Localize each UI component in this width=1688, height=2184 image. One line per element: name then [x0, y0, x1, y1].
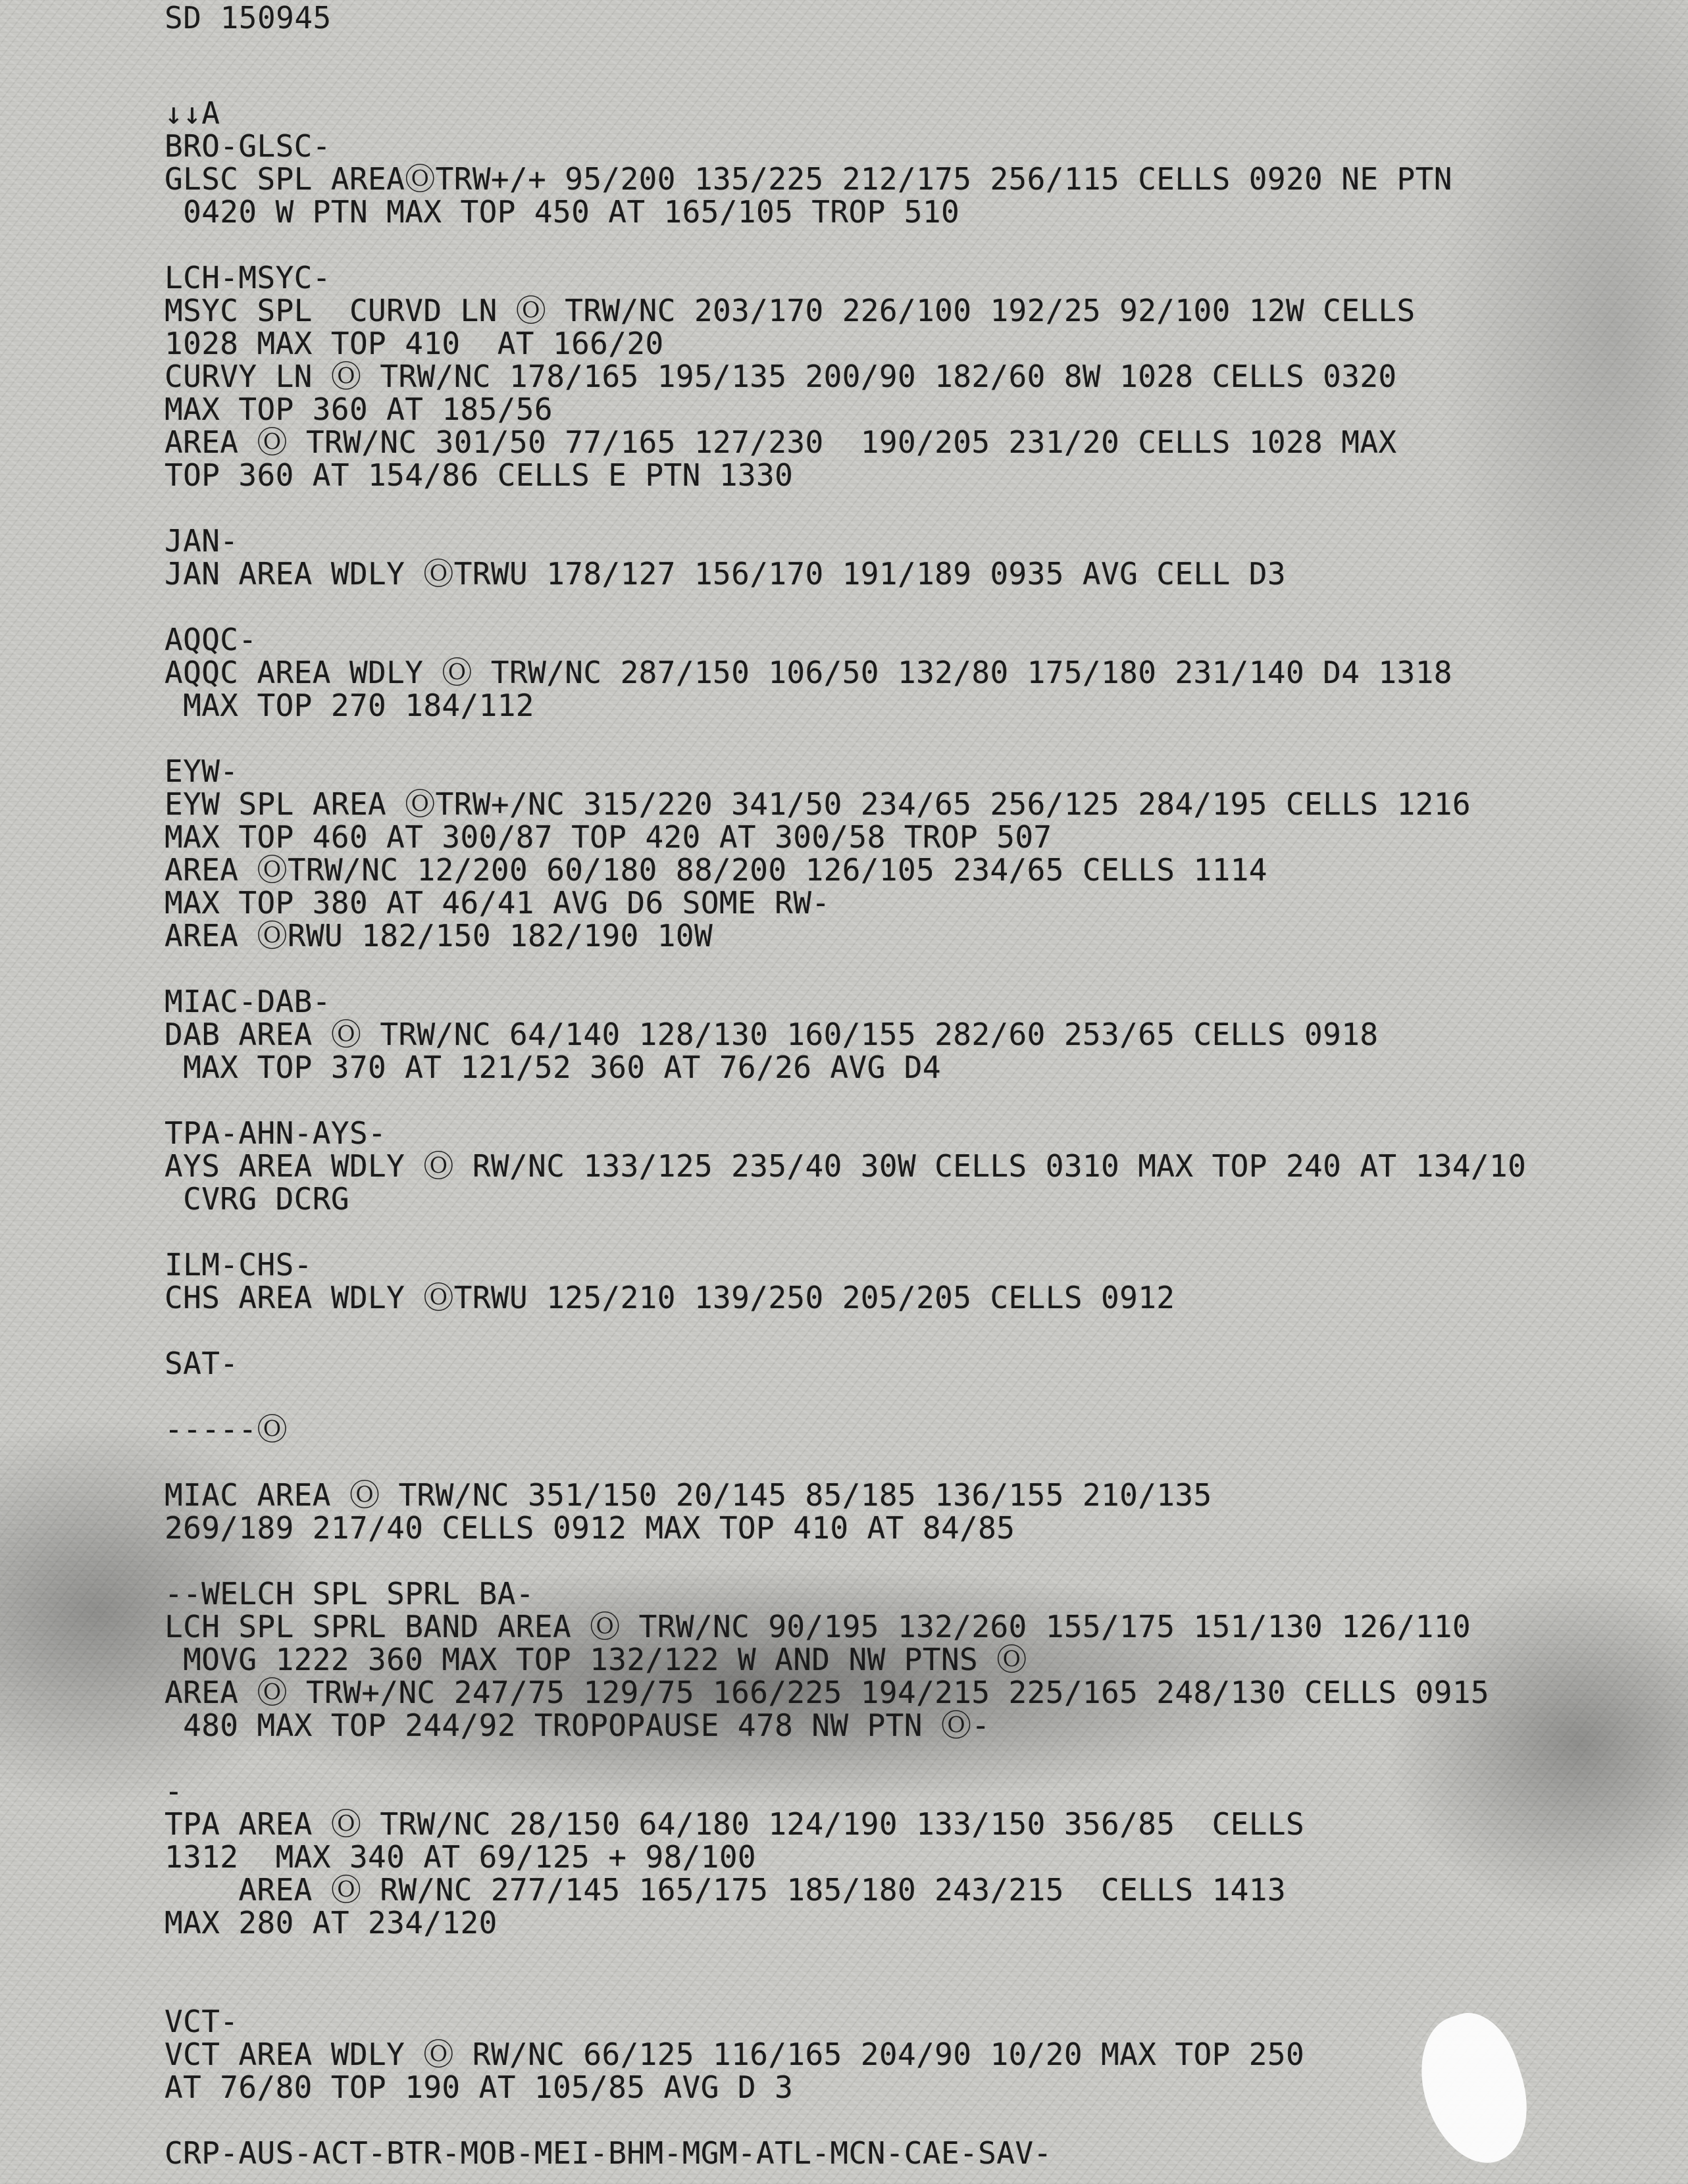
report-line: AREA Ⓞ RW/NC 277/145 165/175 185/180 243/215 CELLS 1413: [165, 1872, 1286, 1908]
report-line: MIAC AREA Ⓞ TRW/NC 351/150 20/145 85/185 136/155 210/135: [165, 1477, 1212, 1513]
report-section: [165, 1347, 1665, 1380]
report-section: [165, 1413, 1665, 1446]
report-line: CRP-AUS-ACT-BTR-MOB-MEI-BHM-MGM-ATL-MCN-CAE-SAV-: [165, 2135, 1052, 2171]
report-line: JAN AREA WDLY ⓄTRWU 178/127 156/170 191/189 0935 AVG CELL D3: [165, 556, 1286, 592]
report-line: 480 MAX TOP 244/92 TROPOPAUSE 478 NW PTN Ⓞ-: [165, 1708, 990, 1743]
report-line: -: [165, 1773, 184, 1809]
report-line: LCH-MSYC-: [165, 260, 331, 295]
report-line: SAT-: [165, 1346, 239, 1381]
report-section: [165, 1117, 1665, 1215]
report-line: ILM-CHS-: [165, 1247, 313, 1282]
report-line: CHS AREA WDLY ⓄTRWU 125/210 139/250 205/205 CELLS 0912: [165, 1280, 1175, 1315]
report-line: MAX TOP 270 184/112: [165, 688, 534, 723]
document-header: SD 150945: [165, 0, 332, 36]
report-line: AREA ⓄTRW/NC 12/200 60/180 88/200 126/105 234/65 CELLS 1114: [165, 852, 1267, 888]
report-section: [165, 97, 1665, 228]
report-section: [165, 1972, 1665, 2104]
report-line: TOP 360 AT 154/86 CELLS E PTN 1330: [165, 457, 794, 493]
report-line: CURVY LN Ⓞ TRW/NC 178/165 195/135 200/90 182/60 8W 1028 CELLS 0320: [165, 359, 1397, 394]
report-section: [165, 1775, 1665, 1939]
report-line: AQQC-: [165, 622, 257, 657]
report-section: [165, 2137, 1665, 2170]
report-line: EYW-: [165, 753, 239, 789]
report-line: AREA Ⓞ TRW+/NC 247/75 129/75 166/225 194/215 225/165 248/130 CELLS 0915: [165, 1675, 1490, 1710]
report-line: -----Ⓞ: [165, 1411, 288, 1447]
report-line: MOVG 1222 360 MAX TOP 132/122 W AND NW PTNS Ⓞ: [165, 1642, 1027, 1677]
report-line: VCT-: [165, 2004, 239, 2039]
report-line: 0420 W PTN MAX TOP 450 AT 165/105 TROP 510: [165, 194, 960, 230]
report-line: MIAC-DAB-: [165, 984, 331, 1019]
report-section: [165, 261, 1665, 492]
report-line: MAX TOP 370 AT 121/52 360 AT 76/26 AVG D4: [165, 1050, 941, 1085]
report-line: GLSC SPL AREAⓄTRW+/+ 95/200 135/225 212/175 256/115 CELLS 0920 NE PTN: [165, 161, 1452, 197]
report-line: AREA Ⓞ TRW/NC 301/50 77/165 127/230 190/205 231/20 CELLS 1028 MAX: [165, 424, 1397, 460]
report-line: LCH SPL SPRL BAND AREA Ⓞ TRW/NC 90/195 132/260 155/175 151/130 126/110: [165, 1609, 1471, 1644]
report-line: CVRG DCRG: [165, 1181, 349, 1217]
report-line: JAN-: [165, 523, 239, 559]
report-line: AYS AREA WDLY Ⓞ RW/NC 133/125 235/40 30W CELLS 0310 MAX TOP 240 AT 134/10: [165, 1148, 1527, 1184]
report-line: BRO-GLSC-: [165, 128, 331, 164]
report-line: MSYC SPL CURVD LN Ⓞ TRW/NC 203/170 226/100 192/25 92/100 12W CELLS: [165, 293, 1416, 328]
report-line: [165, 1972, 1665, 2005]
report-section: [165, 985, 1665, 1084]
report-section: [165, 1479, 1665, 1544]
report-line: 1312 MAX 340 AT 69/125 + 98/100: [165, 1839, 757, 1875]
report-line: 269/189 217/40 CELLS 0912 MAX TOP 410 AT 84/85: [165, 1510, 1015, 1546]
report-line: EYW SPL AREA ⓄTRW+/NC 315/220 341/50 234/65 256/125 284/195 CELLS 1216: [165, 786, 1471, 822]
report-section: [165, 1248, 1665, 1314]
report-line: MAX TOP 360 AT 185/56: [165, 392, 553, 427]
report-section: [165, 755, 1665, 952]
report-line: --WELCH SPL SPRL BA-: [165, 1576, 534, 1612]
report-line: AQQC AREA WDLY Ⓞ TRW/NC 287/150 106/50 132/80 175/180 231/140 D4 1318: [165, 655, 1452, 690]
report-line: MAX 280 AT 234/120: [165, 1905, 498, 1941]
report-line: MAX TOP 460 AT 300/87 TOP 420 AT 300/58 TROP 507: [165, 819, 1052, 855]
report-line: DAB AREA Ⓞ TRW/NC 64/140 128/130 160/155 282/60 253/65 CELLS 0918: [165, 1017, 1379, 1052]
report-line: MAX TOP 380 AT 46/41 AVG D6 SOME RW-: [165, 885, 831, 921]
report-section: [165, 623, 1665, 722]
report-line: AREA ⓄRWU 182/150 182/190 10W: [165, 918, 713, 953]
report-line: AT 76/80 TOP 190 AT 105/85 AVG D 3: [165, 2070, 794, 2105]
report-line: TPA-AHN-AYS-: [165, 1115, 387, 1151]
report-line: ↓↓A: [165, 95, 220, 131]
report-line: VCT AREA WDLY Ⓞ RW/NC 66/125 116/165 204/90 10/20 MAX TOP 250: [165, 2037, 1305, 2072]
report-line: 1028 MAX TOP 410 AT 166/20: [165, 326, 664, 361]
report-section: [165, 524, 1665, 590]
report-section: [165, 1577, 1665, 1742]
teletype-message-body: [165, 97, 1665, 2184]
report-line: TPA AREA Ⓞ TRW/NC 28/150 64/180 124/190 133/150 356/85 CELLS: [165, 1806, 1305, 1842]
